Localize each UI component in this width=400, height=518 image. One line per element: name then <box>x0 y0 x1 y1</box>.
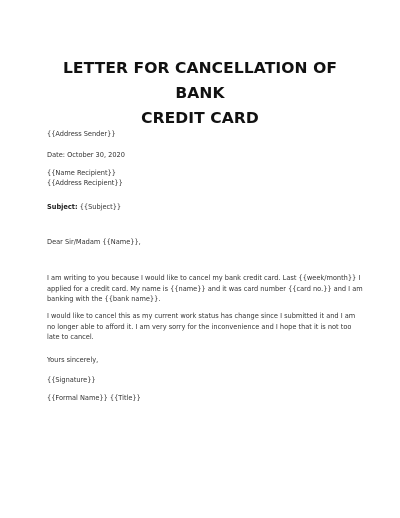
address-recipient: {{Address Recipient}} <box>47 179 123 187</box>
salutation: Dear Sir/Madam {{Name}}, <box>47 238 141 246</box>
title-line-2: CREDIT CARD <box>141 109 259 127</box>
letter-date: Date: October 30, 2020 <box>47 151 125 159</box>
subject-value: {{Subject}} <box>77 203 122 211</box>
paragraph-2: I would like to cancel this as my current work status has change since I submitted it and I am no longer able to afford it. I am very sorry for the inconvenience and I hope that it is not too late to cancel. <box>47 312 356 341</box>
signature-placeholder: {{Signature}} <box>47 376 96 384</box>
document-title <box>40 56 360 131</box>
paragraph-1: I am writing to you because I would like to cancel my bank credit card. Last {{week/month}} I applied for a credit card. My name is {{name}} and it was card number {{card no.}} and I am banking with the {{bank name}}. <box>47 274 363 303</box>
name-recipient: {{Name Recipient}} <box>47 169 116 177</box>
subject-label: Subject: <box>47 203 78 211</box>
title-line-1: LETTER FOR CANCELLATION OF BANK <box>62 59 338 102</box>
formal-name-title: {{Formal Name}} {{Title}} <box>47 394 141 402</box>
closing: Yours sincerely, <box>47 356 99 364</box>
address-sender: {{Address Sender}} <box>47 130 116 138</box>
subject-line <box>47 202 365 213</box>
